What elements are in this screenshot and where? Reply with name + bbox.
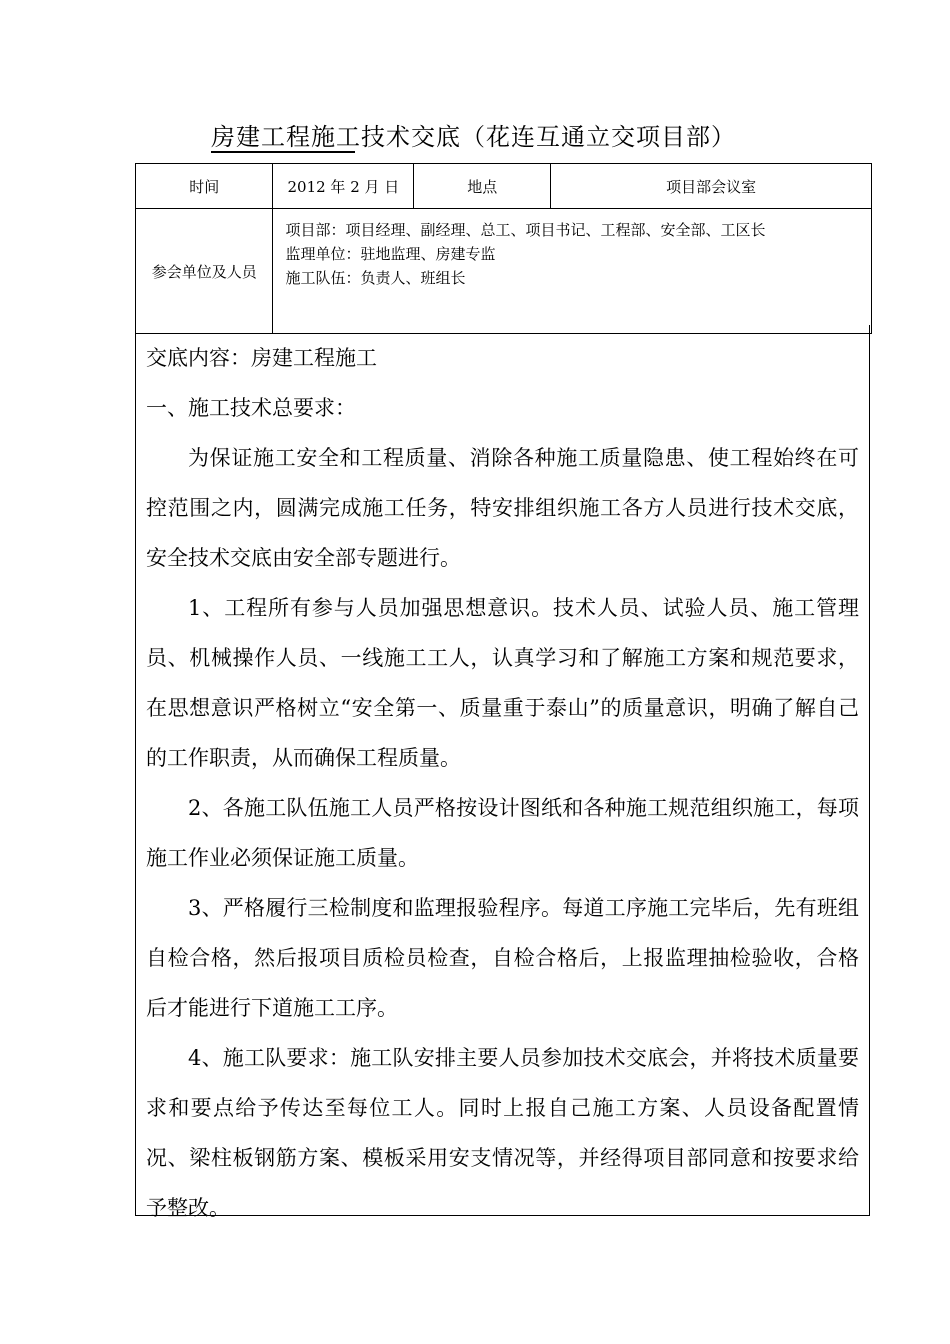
- place-label: 地点: [414, 164, 551, 209]
- paragraph: 4、施工队要求：施工队安排主要人员参加技术交底会，并将技术质量要求和要点给予传达至每位工人。同时上报自己施工方案、人员设备配置情况、梁柱板钢筋方案、模板采用安支情况等，并经得项目部同意和按要求给予整改。: [146, 1046, 859, 1220]
- content-box: [135, 325, 870, 1220]
- title-underline: [211, 151, 355, 153]
- section-title: 一、施工技术总要求：: [146, 396, 356, 420]
- place-value: 项目部会议室: [551, 164, 872, 209]
- attendees-list: [273, 209, 872, 334]
- content-heading: 交底内容：房建工程施工: [146, 346, 377, 370]
- attendees-line: 项目部：项目经理、副经理、总工、项目书记、工程部、安全部、工区长: [285, 221, 766, 239]
- document-title: 房建工程施工技术交底（花连互通立交项目部）: [211, 123, 736, 151]
- paragraph: 3、严格履行三检制度和监理报验程序。每道工序施工完毕后，先有班组自检合格，然后报项目质检员检查，自检合格后，上报监理抽检验收，合格后才能进行下道施工工序。: [146, 896, 859, 1020]
- meta-table: [135, 163, 872, 334]
- attendees-line: 施工队伍：负责人、班组长: [285, 269, 466, 287]
- meta-row-time-place: [136, 164, 872, 209]
- meta-row-attendees: [136, 209, 872, 334]
- paragraph: 2、各施工队伍施工人员严格按设计图纸和各种施工规范组织施工，每项施工作业必须保证施工质量。: [146, 796, 859, 870]
- time-value: 2012 年 2 月 日: [273, 164, 414, 209]
- attendees-line: 监理单位：驻地监理、房建专监: [285, 245, 496, 263]
- time-label: 时间: [136, 164, 273, 209]
- attendees-label: 参会单位及人员: [136, 209, 273, 334]
- paragraph: 为保证施工安全和工程质量、消除各种施工质量隐患、使工程始终在可控范围之内，圆满完成施工任务，特安排组织施工各方人员进行技术交底，安全技术交底由安全部专题进行。: [146, 446, 859, 570]
- paragraph: 1、工程所有参与人员加强思想意识。技术人员、试验人员、施工管理员、机械操作人员、一线施工工人，认真学习和了解施工方案和规范要求，在思想意识严格树立“安全第一、质量重于泰山”的质量意识，明确了解自己的工作职责，从而确保工程质量。: [146, 596, 859, 770]
